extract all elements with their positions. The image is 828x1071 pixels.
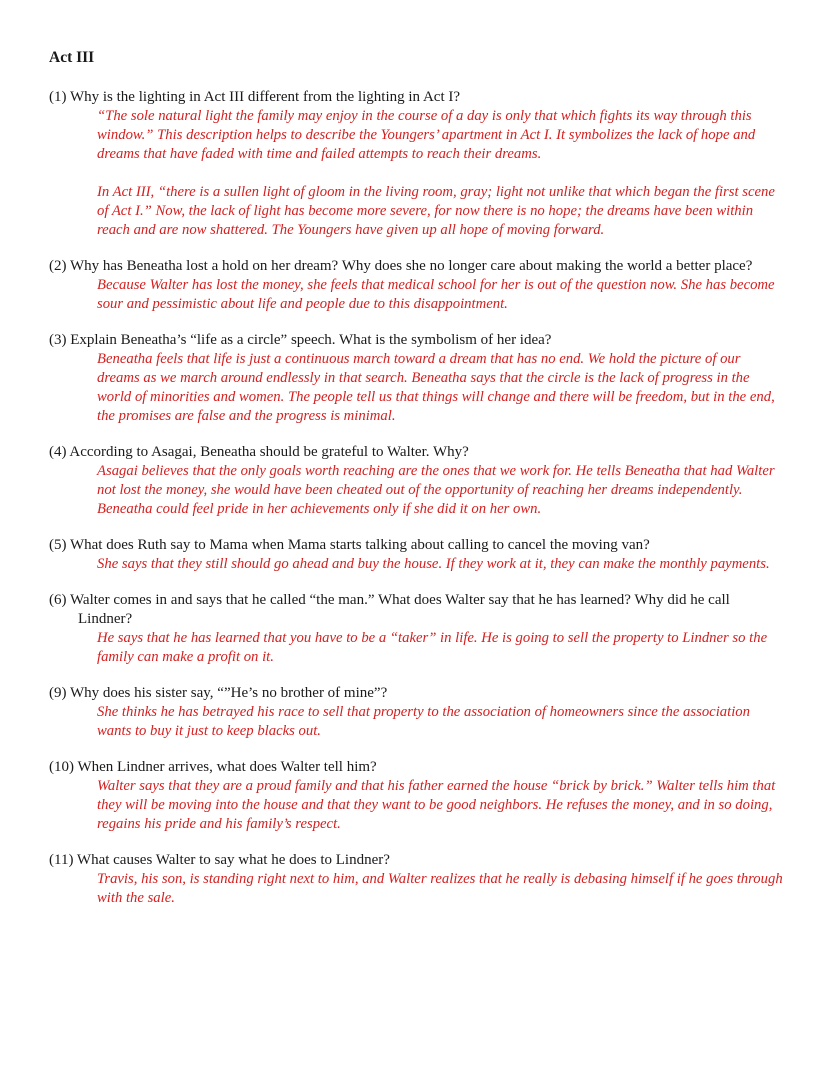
answer — [97, 870, 784, 908]
answer-paragraph: He says that he has learned that you have to be a “taker” in life. He is going to sell the property to Lindner so the family can make a profit on it. — [97, 630, 768, 665]
act-title: Act III — [49, 49, 95, 66]
question: (4) According to Asagai, Beneatha should be grateful to Walter. Why? — [49, 444, 469, 460]
qa-item-4 — [49, 443, 784, 519]
qa-item-9 — [49, 684, 784, 741]
document-page — [49, 48, 784, 925]
question: (9) Why does his sister say, “”He’s no brother of mine”? — [49, 685, 388, 701]
qa-item-6 — [49, 591, 784, 667]
qa-item-1 — [49, 88, 784, 240]
question: (2) Why has Beneatha lost a hold on her dream? Why does she no longer care about making the world a better place? — [49, 258, 753, 274]
qa-item-3 — [49, 331, 784, 426]
answer-paragraph: Asagai believes that the only goals worth reaching are the ones that we work for. He tells Beneatha that had Walter not lost the money, she would have been cheated out of the opportunity of reaching her dreams independently. Beneatha could feel pride in her achievements only if she did it on her own. — [97, 463, 775, 517]
answer-paragraph: Walter says that they are a proud family and that his father earned the house “brick by brick.” Walter tells him that they will be moving into the house and that they want to be good neighbors. He refuses the money, and in so doing, regains his pride and his family’s respect. — [97, 778, 776, 832]
question: (3) Explain Beneatha’s “life as a circle” speech. What is the symbolism of her idea? — [49, 332, 552, 348]
answer — [97, 777, 784, 834]
answer-paragraph: “The sole natural light the family may enjoy in the course of a day is only that which fights its way through this window.” This description helps to describe the Youngers’ apartment in Act I. It symbolizes the lack of hope and dreams that have faded with time and failed attempts to reach their dreams. — [97, 108, 756, 162]
question: (5) What does Ruth say to Mama when Mama starts talking about calling to cancel the moving van? — [49, 537, 650, 553]
answer-paragraph: Because Walter has lost the money, she feels that medical school for her is out of the question now. She has become sour and pessimistic about life and people due to this disappointment. — [97, 277, 775, 312]
answer — [97, 350, 784, 426]
answer-paragraph: She thinks he has betrayed his race to sell that property to the association of homeowners since the association wants to buy it just to keep blacks out. — [97, 704, 750, 739]
answer — [97, 555, 784, 574]
question: (6) Walter comes in and says that he called “the man.” What does Walter say that he has learned? Why did he call Lindner? — [49, 592, 730, 627]
qa-item-11 — [49, 851, 784, 908]
answer — [97, 462, 784, 519]
answer — [97, 703, 784, 741]
answer — [97, 107, 784, 240]
answer-paragraph: Beneatha feels that life is just a continuous march toward a dream that has no end. We hold the picture of our dreams as we march around endlessly in that search. Beneatha says that the circle is the lack of progress in the world of minorities and women. The people tell us that things will change and there will be freedom, but in the end, the promises are false and the progress is minimal. — [97, 351, 775, 424]
qa-item-10 — [49, 758, 784, 834]
answer — [97, 629, 784, 667]
answer-paragraph: She says that they still should go ahead and buy the house. If they work at it, they can make the monthly payments. — [97, 556, 770, 572]
qa-item-2 — [49, 257, 784, 314]
answer-paragraph: Travis, his son, is standing right next to him, and Walter realizes that he really is debasing himself if he goes through with the sale. — [97, 871, 783, 906]
question: (11) What causes Walter to say what he does to Lindner? — [49, 852, 390, 868]
answer-paragraph: In Act III, “there is a sullen light of gloom in the living room, gray; light not unlike that which began the first scene of Act I.” Now, the lack of light has become more severe, for now there is no hope; the dreams have been within reach and are now shattered. The Youngers have given up all hope of moving forward. — [97, 184, 775, 238]
question: (1) Why is the lighting in Act III different from the lighting in Act I? — [49, 89, 461, 105]
answer — [97, 276, 784, 314]
question: (10) When Lindner arrives, what does Walter tell him? — [49, 759, 377, 775]
qa-item-5 — [49, 536, 784, 574]
